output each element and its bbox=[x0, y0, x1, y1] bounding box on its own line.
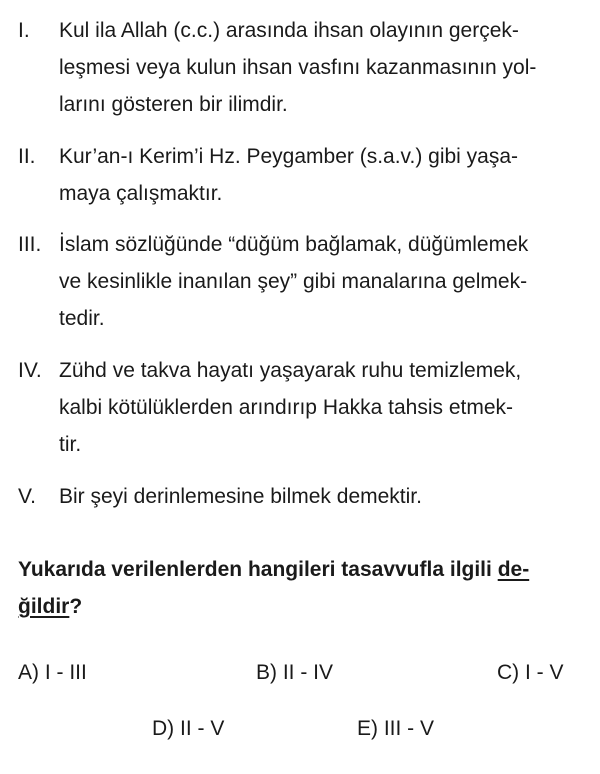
statement-line: kalbi kötülüklerden arındırıp Hakka tahsis etmek- bbox=[59, 396, 514, 419]
statement-line: Zühd ve takva hayatı yaşayarak ruhu temizlemek, bbox=[59, 359, 522, 382]
statement-numeral: II. bbox=[18, 145, 36, 168]
statement-4 bbox=[18, 352, 578, 463]
question-line-2 bbox=[18, 588, 588, 625]
question-stem bbox=[18, 551, 588, 625]
statement-line: leşmesi veya kulun ihsan vasfını kazanmasının yol- bbox=[59, 56, 537, 79]
statement-text bbox=[59, 138, 578, 212]
statement-line: tedir. bbox=[59, 307, 105, 330]
question-emphasis: de- bbox=[497, 558, 530, 581]
option-c[interactable]: C) I - V bbox=[497, 661, 564, 684]
statement-text bbox=[59, 478, 578, 515]
statement-line: larını gösteren bir ilimdir. bbox=[59, 93, 288, 116]
statement-numeral: I. bbox=[18, 19, 30, 42]
statement-5 bbox=[18, 478, 578, 515]
statement-3 bbox=[18, 226, 578, 337]
statement-line: İslam sözlüğünde “düğüm bağlamak, düğümlemek bbox=[59, 233, 529, 256]
statement-text bbox=[59, 226, 578, 337]
statement-line: tir. bbox=[59, 433, 82, 456]
statement-line: Bir şeyi derinlemesine bilmek demektir. bbox=[59, 485, 422, 508]
option-a[interactable]: A) I - III bbox=[18, 661, 87, 684]
question-line-1 bbox=[18, 551, 588, 588]
statement-text bbox=[59, 12, 578, 123]
statement-line: Kul ila Allah (c.c.) arasında ihsan olayının gerçek- bbox=[59, 19, 519, 42]
option-d[interactable]: D) II - V bbox=[152, 717, 225, 740]
statement-line: ve kesinlikle inanılan şey” gibi manalarına gelmek- bbox=[59, 270, 528, 293]
statement-numeral: IV. bbox=[18, 359, 42, 382]
question-emphasis: ğildir bbox=[18, 595, 70, 618]
statement-2 bbox=[18, 138, 578, 212]
statement-line: maya çalışmaktır. bbox=[59, 182, 223, 205]
statement-numeral: V. bbox=[18, 485, 36, 508]
statement-1 bbox=[18, 12, 578, 123]
statement-numeral: III. bbox=[18, 233, 42, 256]
statement-text bbox=[59, 352, 578, 463]
option-b[interactable]: B) II - IV bbox=[256, 661, 334, 684]
question-text: Yukarıda verilenlerden hangileri tasavvufla ilgili bbox=[18, 558, 498, 581]
question-mark: ? bbox=[69, 595, 83, 618]
option-e[interactable]: E) III - V bbox=[357, 717, 435, 740]
statement-line: Kur’an-ı Kerim’i Hz. Peygamber (s.a.v.) gibi yaşa- bbox=[59, 145, 519, 168]
